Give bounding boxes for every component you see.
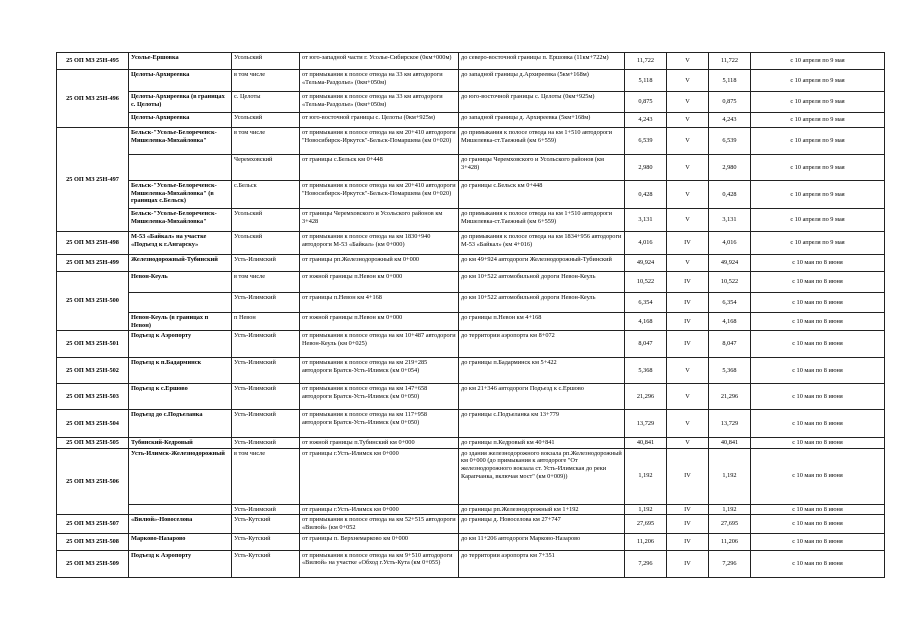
category-cell: IV: [667, 515, 709, 533]
length-restricted-cell: 4,243: [709, 113, 751, 128]
to-cell: до км 10+522 автомобильной дороги Невон-Кеуль: [459, 293, 625, 313]
length-cell: 0,875: [625, 92, 667, 113]
table-row: [57, 181, 885, 209]
road-name-cell: Подъезд к с.Ершово: [129, 384, 232, 410]
table-row: [57, 358, 885, 384]
from-cell: от примыкания к полосе отвода на 33 км автодороги «Тельма-Раздолье» (0км+050м): [300, 92, 459, 113]
period-cell: с 10 апреля по 9 мая: [751, 209, 885, 232]
to-cell: до северо-восточной границы п. Ершовка (11км+722м): [459, 53, 625, 70]
roads-table-body: [57, 53, 885, 578]
road-code-cell: 25 ОП МЗ 25Н-501: [57, 331, 129, 358]
period-cell: с 10 апреля по 9 мая: [751, 232, 885, 255]
district-cell: п Невон: [232, 313, 300, 331]
to-cell: до границы п.Невон км 4+168: [459, 313, 625, 331]
period-cell: с 10 мая по 8 июня: [751, 331, 885, 358]
length-restricted-cell: 1,192: [709, 504, 751, 515]
district-cell: Усть-Кутский: [232, 550, 300, 577]
to-cell: до здания железнодорожного вокзала рп.Железнодорожный км 0+000 (до примыкания к автодороге "От железнодорожного вокзала ст. Усть-Илимская до реки Карапчанка, включая мост" (км 0+009)): [459, 448, 625, 504]
from-cell: от границы г.Усть-Илимск км 0+000: [300, 448, 459, 504]
to-cell: до границы п.Бадарминск км 5+422: [459, 358, 625, 384]
length-restricted-cell: 8,047: [709, 331, 751, 358]
to-cell: до примыкания к полосе отвода на км 1+510 автодороги Мишелевка-ст.Таежный (км 6+559): [459, 128, 625, 155]
length-cell: 4,016: [625, 232, 667, 255]
to-cell: до территории аэропорта км 8+072: [459, 331, 625, 358]
category-cell: V: [667, 384, 709, 410]
from-cell: от примыкания к полосе отвода на км 147+658 автодороги Братск-Усть-Илимск (км 0+050): [300, 384, 459, 410]
from-cell: от примыкания к полосе отвода на км 1830+940 автодороги М-53 «Байкал» (км 0+000): [300, 232, 459, 255]
district-cell: с. Целоты: [232, 92, 300, 113]
road-code-cell: 25 ОП МЗ 25Н-496: [57, 70, 129, 128]
length-cell: 0,428: [625, 181, 667, 209]
period-cell: с 10 апреля по 9 мая: [751, 92, 885, 113]
to-cell: до территории аэропорта км 7+351: [459, 550, 625, 577]
road-name-cell: Железнодорожный-Тубинский: [129, 255, 232, 272]
length-cell: 1,192: [625, 504, 667, 515]
from-cell: от границы Черемховского и Усольского районов км 3+428: [300, 209, 459, 232]
from-cell: от границы с.Бельск км 0+448: [300, 155, 459, 181]
district-cell: в том числе: [232, 70, 300, 92]
road-name-cell: [129, 155, 232, 181]
period-cell: с 10 мая по 8 июня: [751, 515, 885, 533]
period-cell: с 10 мая по 8 июня: [751, 313, 885, 331]
road-name-cell: Марково-Назарово: [129, 533, 232, 550]
district-cell: Усольский: [232, 209, 300, 232]
road-name-cell: «Вилюй»-Новоселова: [129, 515, 232, 533]
table-row: [57, 533, 885, 550]
road-code-cell: 25 ОП МЗ 25Н-505: [57, 438, 129, 449]
length-restricted-cell: 2,980: [709, 155, 751, 181]
road-name-cell: Целоты-Архиреевка: [129, 70, 232, 92]
road-name-cell: Невон-Кеуль (в границах п Невон): [129, 313, 232, 331]
district-cell: Усть-Илимский: [232, 331, 300, 358]
to-cell: до км 49+924 автодороги Железнодорожный-Тубинский: [459, 255, 625, 272]
road-code-cell: 25 ОП МЗ 25Н-502: [57, 358, 129, 384]
period-cell: с 10 апреля по 9 мая: [751, 113, 885, 128]
period-cell: с 10 мая по 8 июня: [751, 448, 885, 504]
length-cell: 6,354: [625, 293, 667, 313]
to-cell: до границы п.Кедровый км 40+841: [459, 438, 625, 449]
road-code-cell: 25 ОП МЗ 25Н-497: [57, 128, 129, 232]
district-cell: Черемховский: [232, 155, 300, 181]
table-row: [57, 410, 885, 438]
road-code-cell: 25 ОП МЗ 25Н-506: [57, 448, 129, 515]
table-row: [57, 255, 885, 272]
road-name-cell: Целоты-Архиреевка: [129, 113, 232, 128]
length-cell: 6,539: [625, 128, 667, 155]
table-row: [57, 293, 885, 313]
length-cell: 40,841: [625, 438, 667, 449]
category-cell: V: [667, 70, 709, 92]
from-cell: от примыкания к полосе отвода на км 20+410 автодороги "Новосибирск-Иркутск"-Бельск-Помаршева (км 0+020): [300, 181, 459, 209]
from-cell: от юго-восточной границы с. Целоты (0км+925м): [300, 113, 459, 128]
category-cell: IV: [667, 331, 709, 358]
category-cell: V: [667, 181, 709, 209]
length-restricted-cell: 5,368: [709, 358, 751, 384]
length-restricted-cell: 7,296: [709, 550, 751, 577]
length-restricted-cell: 21,296: [709, 384, 751, 410]
length-cell: 27,695: [625, 515, 667, 533]
to-cell: до границы с.Бельск км 0+448: [459, 181, 625, 209]
road-code-cell: 25 ОП МЗ 25Н-498: [57, 232, 129, 255]
road-name-cell: Невон-Кеуль: [129, 272, 232, 293]
from-cell: от примыкания к полосе отвода на км 52+515 автодороги «Вилюй» (км 0+052: [300, 515, 459, 533]
road-code-cell: 25 ОП МЗ 25Н-499: [57, 255, 129, 272]
category-cell: IV: [667, 533, 709, 550]
road-name-cell: Подъезд к Аэропорту: [129, 331, 232, 358]
length-restricted-cell: 10,522: [709, 272, 751, 293]
length-cell: 10,522: [625, 272, 667, 293]
road-code-cell: 25 ОП МЗ 25Н-508: [57, 533, 129, 550]
category-cell: IV: [667, 504, 709, 515]
to-cell: до примыкания к полосе отвода на км 1834+956 автодороги М-53 «Байкал» (км 4+016): [459, 232, 625, 255]
length-cell: 1,192: [625, 448, 667, 504]
to-cell: до км 21+346 автодороги Подъезд к с.Ершово: [459, 384, 625, 410]
road-name-cell: Подъезд к п.Бадарминск: [129, 358, 232, 384]
road-code-cell: 25 ОП МЗ 25Н-503: [57, 384, 129, 410]
length-restricted-cell: 11,206: [709, 533, 751, 550]
district-cell: в том числе: [232, 272, 300, 293]
table-row: [57, 550, 885, 577]
category-cell: V: [667, 255, 709, 272]
from-cell: от границы п.Невон км 4+168: [300, 293, 459, 313]
category-cell: V: [667, 358, 709, 384]
from-cell: от южной границы п.Невон км 0+000: [300, 313, 459, 331]
length-restricted-cell: 3,131: [709, 209, 751, 232]
length-cell: 5,118: [625, 70, 667, 92]
length-restricted-cell: 4,016: [709, 232, 751, 255]
length-cell: 4,243: [625, 113, 667, 128]
from-cell: от границы г.Усть-Илимск км 0+000: [300, 504, 459, 515]
table-row: [57, 70, 885, 92]
district-cell: Усольский: [232, 53, 300, 70]
length-cell: 11,206: [625, 533, 667, 550]
length-restricted-cell: 6,354: [709, 293, 751, 313]
category-cell: V: [667, 410, 709, 438]
period-cell: с 10 апреля по 9 мая: [751, 128, 885, 155]
to-cell: до границы рп.Железнодорожный км 1+192: [459, 504, 625, 515]
length-restricted-cell: 49,924: [709, 255, 751, 272]
district-cell: Усть-Илимский: [232, 504, 300, 515]
length-restricted-cell: 4,168: [709, 313, 751, 331]
district-cell: Усть-Кутский: [232, 533, 300, 550]
from-cell: от границы рп.Железнодорожный км 0+000: [300, 255, 459, 272]
period-cell: с 10 мая по 8 июня: [751, 504, 885, 515]
category-cell: V: [667, 92, 709, 113]
table-row: [57, 438, 885, 449]
table-row: [57, 384, 885, 410]
period-cell: с 10 апреля по 9 мая: [751, 181, 885, 209]
from-cell: от примыкания к полосе отвода на км 117+958 автодороги Братск-Усть-Илимск (км 0+050): [300, 410, 459, 438]
road-name-cell: Тубинский-Кедровый: [129, 438, 232, 449]
length-cell: 7,296: [625, 550, 667, 577]
table-row: [57, 53, 885, 70]
length-cell: 21,296: [625, 384, 667, 410]
length-cell: 5,368: [625, 358, 667, 384]
district-cell: Усть-Илимский: [232, 410, 300, 438]
category-cell: IV: [667, 550, 709, 577]
district-cell: Усть-Илимский: [232, 438, 300, 449]
district-cell: Усольский: [232, 232, 300, 255]
from-cell: от примыкания к полосе отвода на км 20+410 автодороги "Новосибирск-Иркутск"-Бельск-Помаршева (км 0+020): [300, 128, 459, 155]
district-cell: в том числе: [232, 128, 300, 155]
to-cell: до границы Черемховского и Усольского районов (км 3+428): [459, 155, 625, 181]
road-name-cell: Бельск-"Усолье-Белореченск-Мишелевка-Михайловка": [129, 209, 232, 232]
period-cell: с 10 мая по 8 июня: [751, 293, 885, 313]
from-cell: от юго-западной части г. Усолье-Сибирское (0км+000м): [300, 53, 459, 70]
table-row: [57, 209, 885, 232]
table-row: [57, 92, 885, 113]
district-cell: с.Бельск: [232, 181, 300, 209]
district-cell: Усольский: [232, 113, 300, 128]
to-cell: до примыкания к полосе отвода на км 1+510 автодороги Мишелевка-ст.Таежный (км 6+559): [459, 209, 625, 232]
period-cell: с 10 мая по 8 июня: [751, 533, 885, 550]
district-cell: Усть-Илимский: [232, 384, 300, 410]
from-cell: от примыкания к полосе отвода на 33 км автодороги «Тельма-Раздолье» (0км+050м): [300, 70, 459, 92]
road-code-cell: 25 ОП МЗ 25Н-500: [57, 272, 129, 331]
to-cell: до км 10+522 автомобильной дороги Невон-Кеуль: [459, 272, 625, 293]
road-name-cell: Подъезд до с.Подъеланка: [129, 410, 232, 438]
district-cell: Усть-Кутский: [232, 515, 300, 533]
table-row: [57, 113, 885, 128]
category-cell: V: [667, 209, 709, 232]
from-cell: от южной границы п.Невон км 0+000: [300, 272, 459, 293]
period-cell: с 10 апреля по 9 мая: [751, 53, 885, 70]
road-code-cell: 25 ОП МЗ 25Н-507: [57, 515, 129, 533]
category-cell: IV: [667, 293, 709, 313]
category-cell: IV: [667, 313, 709, 331]
to-cell: до км 11+206 автодороги Марково-Назарово: [459, 533, 625, 550]
category-cell: IV: [667, 448, 709, 504]
from-cell: от примыкания к полосе отвода на км 10+487 автодороги Невон-Кеуль (км 0+025): [300, 331, 459, 358]
district-cell: Усть-Илимский: [232, 358, 300, 384]
period-cell: с 10 мая по 8 июня: [751, 410, 885, 438]
length-restricted-cell: 27,695: [709, 515, 751, 533]
length-cell: 2,980: [625, 155, 667, 181]
category-cell: V: [667, 128, 709, 155]
road-code-cell: 25 ОП МЗ 25Н-495: [57, 53, 129, 70]
road-name-cell: М-53 «Байкал» на участке «Подъезд к г.Ангарску»: [129, 232, 232, 255]
table-row: [57, 515, 885, 533]
length-restricted-cell: 13,729: [709, 410, 751, 438]
to-cell: до юго-восточной границы с. Целоты (0км+925м): [459, 92, 625, 113]
road-code-cell: 25 ОП МЗ 25Н-509: [57, 550, 129, 577]
table-row: [57, 313, 885, 331]
period-cell: с 10 мая по 8 июня: [751, 358, 885, 384]
category-cell: V: [667, 155, 709, 181]
to-cell: до западной границы д.Архиреевка (5км+168м): [459, 70, 625, 92]
table-row: [57, 128, 885, 155]
length-cell: 8,047: [625, 331, 667, 358]
category-cell: V: [667, 53, 709, 70]
category-cell: V: [667, 113, 709, 128]
period-cell: с 10 мая по 8 июня: [751, 550, 885, 577]
period-cell: с 10 апреля по 9 мая: [751, 70, 885, 92]
length-cell: 13,729: [625, 410, 667, 438]
from-cell: от границы п. Верхнемарково км 0+000: [300, 533, 459, 550]
length-restricted-cell: 1,192: [709, 448, 751, 504]
road-name-cell: Бельск-"Усолье-Белореченск-Мишелевка-Михайловка": [129, 128, 232, 155]
to-cell: до западной границы д. Архиреевка (5км+168м): [459, 113, 625, 128]
length-cell: 4,168: [625, 313, 667, 331]
road-name-cell: Усолье-Ершовка: [129, 53, 232, 70]
road-name-cell: Бельск-"Усолье-Белореченск-Мишелевка-Михайловка" (в границах с.Бельск): [129, 181, 232, 209]
period-cell: с 10 мая по 8 июня: [751, 255, 885, 272]
category-cell: IV: [667, 232, 709, 255]
length-restricted-cell: 40,841: [709, 438, 751, 449]
from-cell: от южной границы п.Тубинский км 0+000: [300, 438, 459, 449]
from-cell: от примыкания к полосе отвода на км 219+285 автодороги Братск-Усть-Илимск (км 0+054): [300, 358, 459, 384]
length-restricted-cell: 5,118: [709, 70, 751, 92]
period-cell: с 10 мая по 8 июня: [751, 384, 885, 410]
period-cell: с 10 мая по 8 июня: [751, 438, 885, 449]
length-restricted-cell: 0,875: [709, 92, 751, 113]
category-cell: IV: [667, 272, 709, 293]
length-cell: 49,924: [625, 255, 667, 272]
road-name-cell: [129, 504, 232, 515]
from-cell: от примыкания к полосе отвода на км 9+510 автодороги «Вилюй» на участке «Обход г.Усть-Кута (км 0+055): [300, 550, 459, 577]
length-restricted-cell: 11,722: [709, 53, 751, 70]
length-restricted-cell: 0,428: [709, 181, 751, 209]
table-row: [57, 331, 885, 358]
road-name-cell: Усть-Илимск-Железнодорожный: [129, 448, 232, 504]
period-cell: с 10 мая по 8 июня: [751, 272, 885, 293]
to-cell: до границы д. Новоселова км 27+747: [459, 515, 625, 533]
road-name-cell: Подъезд к Аэропорту: [129, 550, 232, 577]
district-cell: Усть-Илимский: [232, 293, 300, 313]
table-row: [57, 272, 885, 293]
category-cell: V: [667, 438, 709, 449]
length-restricted-cell: 6,539: [709, 128, 751, 155]
roads-table: [56, 52, 885, 578]
district-cell: в том числе: [232, 448, 300, 504]
road-name-cell: [129, 293, 232, 313]
length-cell: 11,722: [625, 53, 667, 70]
district-cell: Усть-Илимский: [232, 255, 300, 272]
table-row: [57, 448, 885, 504]
table-row: [57, 504, 885, 515]
road-name-cell: Целоты-Архиреевка (в границах с. Целоты): [129, 92, 232, 113]
length-cell: 3,131: [625, 209, 667, 232]
table-row: [57, 155, 885, 181]
period-cell: с 10 апреля по 9 мая: [751, 155, 885, 181]
road-code-cell: 25 ОП МЗ 25Н-504: [57, 410, 129, 438]
table-row: [57, 232, 885, 255]
to-cell: до границы с.Подъеланка км 13+779: [459, 410, 625, 438]
